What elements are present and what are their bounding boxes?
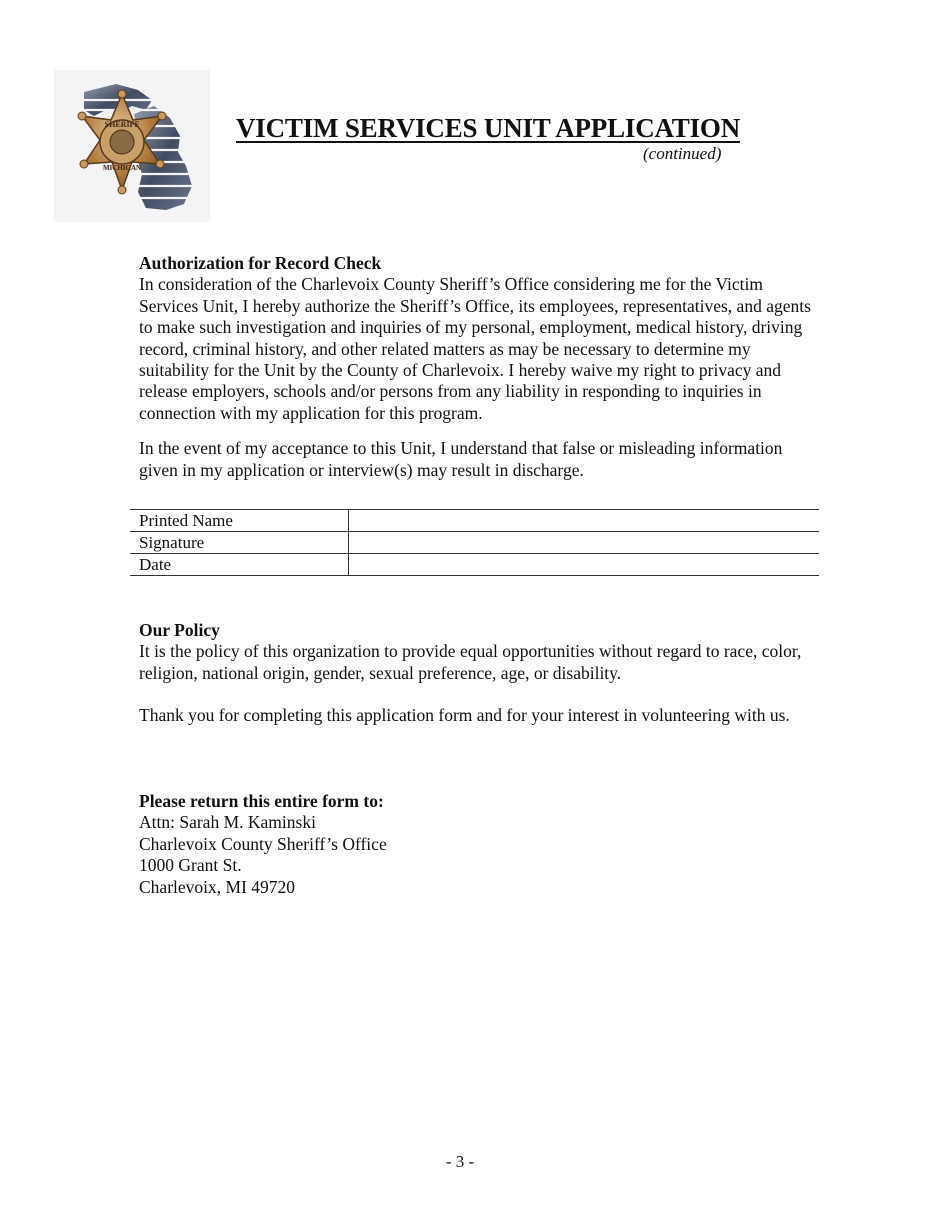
policy-heading: Our Policy [139, 620, 220, 640]
page-number: - 3 - [445, 1152, 475, 1171]
table-row [130, 532, 819, 554]
authorization-section [139, 253, 819, 481]
printed-name-label: Printed Name [130, 510, 349, 532]
signature-table [130, 509, 819, 576]
policy-section [139, 620, 819, 727]
policy-paragraph: It is the policy of this organization to provide equal opportunities without regard to race, color, religion, national origin, gender, sexual preference, age, or disability. [139, 641, 802, 683]
date-field[interactable] [349, 554, 820, 576]
return-address-section [139, 791, 819, 898]
page-title: VICTIM SERVICES UNIT APPLICATION [236, 113, 741, 143]
address-line: Attn: Sarah M. Kaminski [139, 812, 316, 833]
address-line: Charlevoix, MI 49720 [139, 876, 296, 897]
date-label: Date [130, 554, 349, 576]
table-row [130, 510, 819, 532]
authorization-paragraph: In consideration of the Charlevoix County Sheriff’s Office considering me for the Victim Services Unit, I hereby authorize the Sheriff’s Office, its employees, representatives, and agents to make such investigation and inquiries of my personal, employment, medical history, driving record, criminal history, and other related matters as may be necessary to determine my suitability for the Unit by the County of Charlevoix. I hereby waive my right to privacy and release employers, schools and/or persons from any liability in responding to inquiries in connection with my application for this program. [139, 274, 811, 423]
signature-field[interactable] [349, 532, 820, 554]
sheriff-badge-logo [54, 70, 210, 222]
svg-text:SHERIFF: SHERIFF [104, 120, 140, 129]
authorization-heading: Authorization for Record Check [139, 253, 382, 273]
return-heading: Please return this entire form to: [139, 791, 384, 811]
acceptance-paragraph: In the event of my acceptance to this Unit, I understand that false or misleading information given in my application or interview(s) may result in discharge. [139, 438, 783, 480]
signature-label: Signature [130, 532, 349, 554]
address-line: Charlevoix County Sheriff’s Office [139, 833, 387, 854]
table-row [130, 554, 819, 576]
svg-text:MICHIGAN: MICHIGAN [102, 164, 142, 172]
address-line: 1000 Grant St. [139, 855, 242, 876]
printed-name-field[interactable] [349, 510, 820, 532]
thank-you-paragraph: Thank you for completing this application form and for your interest in volunteering with us. [139, 705, 790, 726]
page-subtitle: (continued) [643, 144, 722, 163]
